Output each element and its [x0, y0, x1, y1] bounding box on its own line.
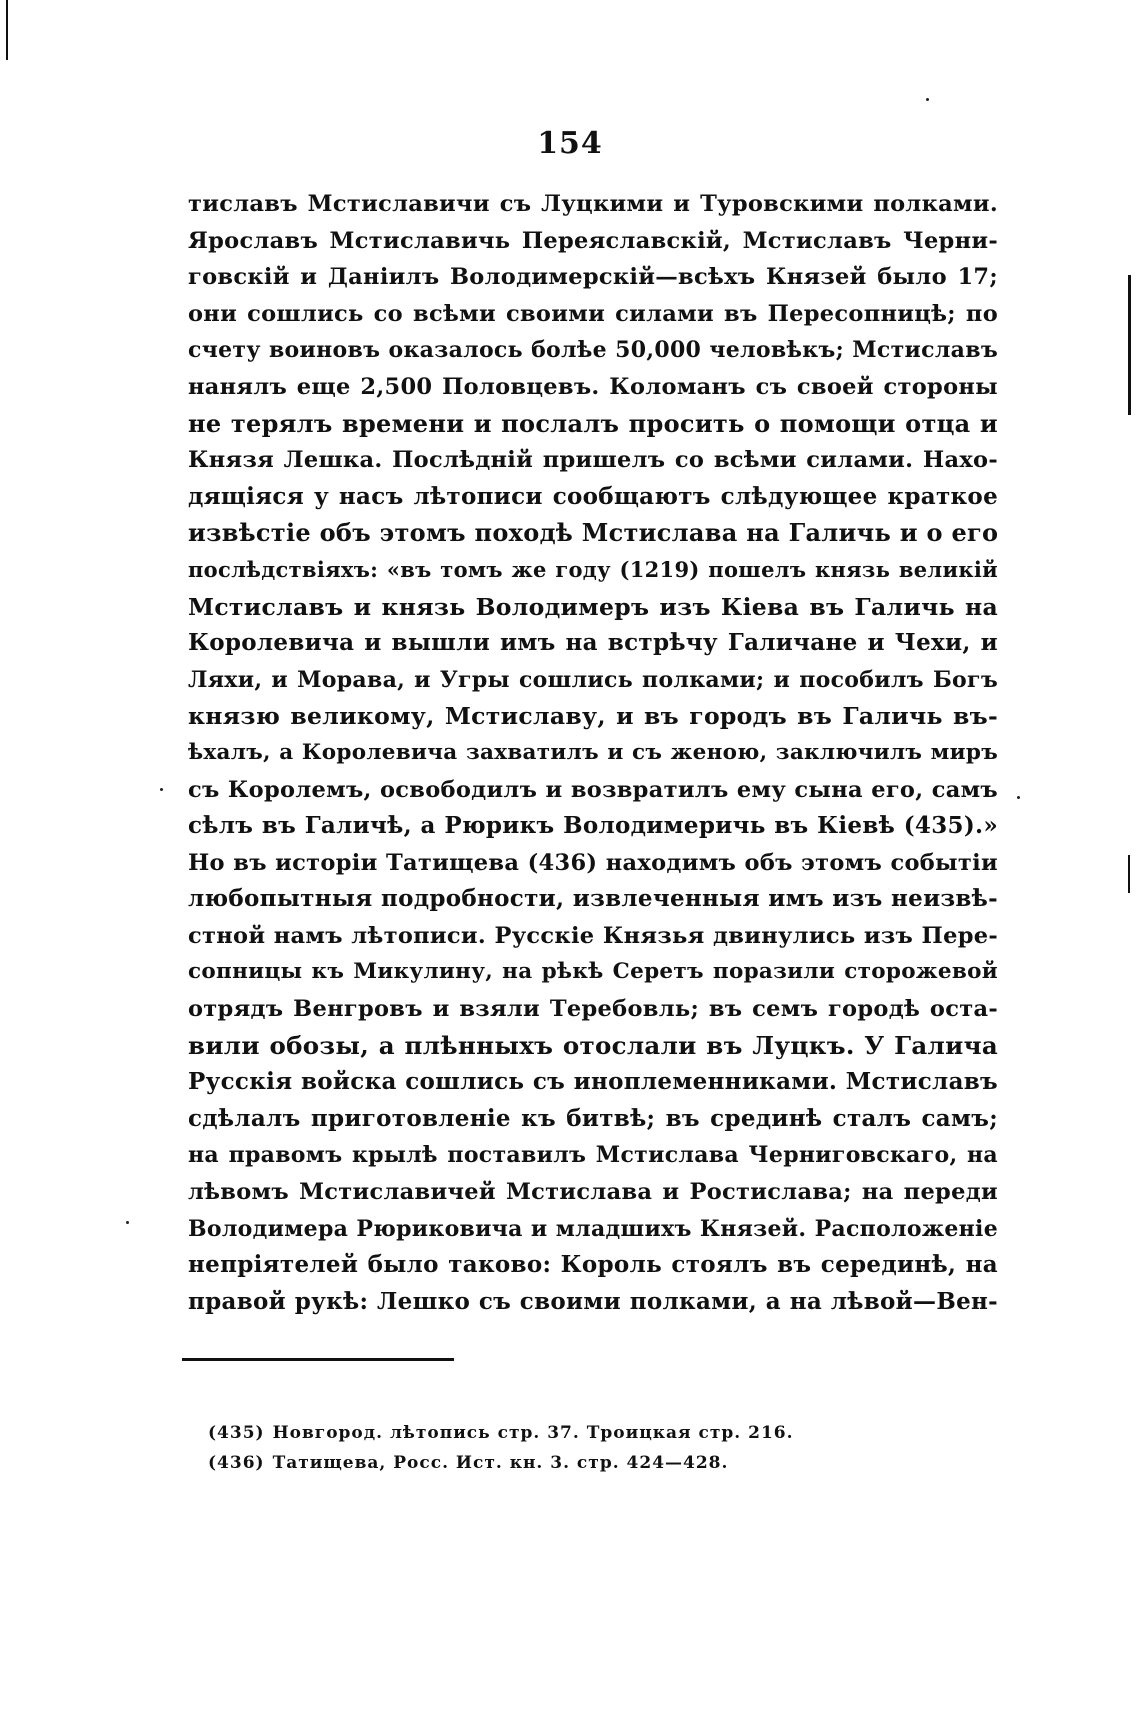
footnote-separator: [182, 1358, 454, 1361]
scan-speck: [926, 98, 929, 101]
text-line: непріятелей было таково: Король стоялъ въ серединѣ, на: [188, 1251, 998, 1279]
text-line: Володимера Рюриковича и младшихъ Князей. Расположеніе: [188, 1215, 998, 1242]
footnote-mark: (436): [208, 1453, 265, 1473]
text-line: Русскія войска сошлись съ иноплеменниками. Мстиславъ: [188, 1068, 998, 1096]
scan-edge-mark: [1128, 275, 1131, 415]
text-line: любопытныя подробности, извлеченныя имъ изъ неизвѣ-: [188, 885, 998, 913]
scan-speck: [160, 788, 163, 791]
text-line: правой рукѣ: Лешко съ своими полками, а на лѣвой—Вен-: [188, 1287, 998, 1315]
text-line: говскій и Даніилъ Володимерскій—всѣхъ Князей было 17;: [188, 264, 998, 291]
text-line: на правомъ крылѣ поставилъ Мстислава Черниговскаго, на: [188, 1142, 998, 1169]
text-line: сдѣлалъ приготовленіе къ битвѣ; въ срединѣ сталъ самъ;: [188, 1104, 998, 1132]
page-number: 154: [537, 126, 603, 161]
footnote-text: Татищева, Росс. Ист. кн. 3. стр. 424—428.: [272, 1453, 729, 1473]
footnote: [208, 1448, 794, 1478]
text-line: нанялъ еще 2,500 Половцевъ. Коломанъ съ своей стороны: [188, 373, 998, 400]
text-line: счету воиновъ оказалось болѣе 50,000 человѣкъ; Мстиславъ: [188, 337, 998, 364]
main-text: [188, 186, 998, 1320]
text-line: съ Королемъ, освободилъ и возвратилъ ему сына его, самъ: [188, 776, 998, 803]
scan-speck: [126, 1221, 129, 1224]
text-line: Ляхи, и Морава, и Угры сошлись полками; и пособилъ Богъ: [188, 666, 998, 693]
footnote-text: Новгород. лѣтопись стр. 37. Троицкая стр. 216.: [272, 1423, 794, 1443]
text-line: князю великому, Мстиславу, и въ городъ въ Галичь въ-: [188, 702, 998, 731]
text-line: послѣдствіяхъ: «въ томъ же году (1219) пошелъ князь великій: [188, 556, 998, 582]
footnote-mark: (435): [208, 1423, 265, 1443]
text-line: лѣвомъ Мстиславичей Мстислава и Ростислава; на переди: [188, 1179, 998, 1206]
text-line: отрядъ Венгровъ и взяли Теребовль; въ семъ городѣ оста-: [188, 996, 998, 1023]
text-line: Ярославъ Мстиславичь Переяславскій, Мстиславъ Черни-: [188, 227, 998, 254]
text-line: ѣхалъ, а Королевича захватилъ и съ женою, заключилъ миръ: [188, 739, 998, 765]
scan-edge-mark: [6, 0, 8, 60]
text-line: дящіяся у насъ лѣтописи сообщаютъ слѣдующее краткое: [188, 482, 998, 510]
text-line: не терялъ времени и послалъ просить о помощи отца и: [188, 408, 998, 438]
text-line: Мстиславъ и князь Володимеръ изъ Кіева въ Галичь на: [188, 592, 998, 621]
footnotes: [208, 1418, 794, 1478]
text-line: тиславъ Мстиславичи съ Луцкими и Туровскими полками.: [188, 191, 998, 217]
scan-edge-mark: [1128, 855, 1130, 893]
text-line: извѣстіе объ этомъ походѣ Мстислава на Галичь и о его: [188, 518, 999, 548]
text-line: вили обозы, а плѣнныхъ отослали въ Луцкъ. У Галича: [188, 1030, 998, 1060]
text-line: сѣлъ въ Галичѣ, а Рюрикъ Володимеричь въ Кіевѣ (435).»: [188, 812, 998, 840]
footnote: [208, 1418, 794, 1448]
text-line: Но въ исторіи Татищева (436) находимъ объ этомъ событіи: [188, 849, 998, 876]
text-line: Князя Лешка. Послѣдній пришелъ со всѣми силами. Нахо-: [188, 447, 998, 474]
text-line: сопницы къ Микулину, на рѣкѣ Серетъ поразили сторожевой: [188, 959, 998, 985]
text-line: стной намъ лѣтописи. Русскіе Князья двинулись изъ Пере-: [188, 922, 998, 949]
text-line: они сошлись со всѣми своими силами въ Пересопницѣ; по: [188, 300, 998, 327]
scan-speck: [1017, 796, 1020, 799]
text-line: Королевича и вышли имъ на встрѣчу Галичане и Чехи, и: [188, 629, 998, 657]
